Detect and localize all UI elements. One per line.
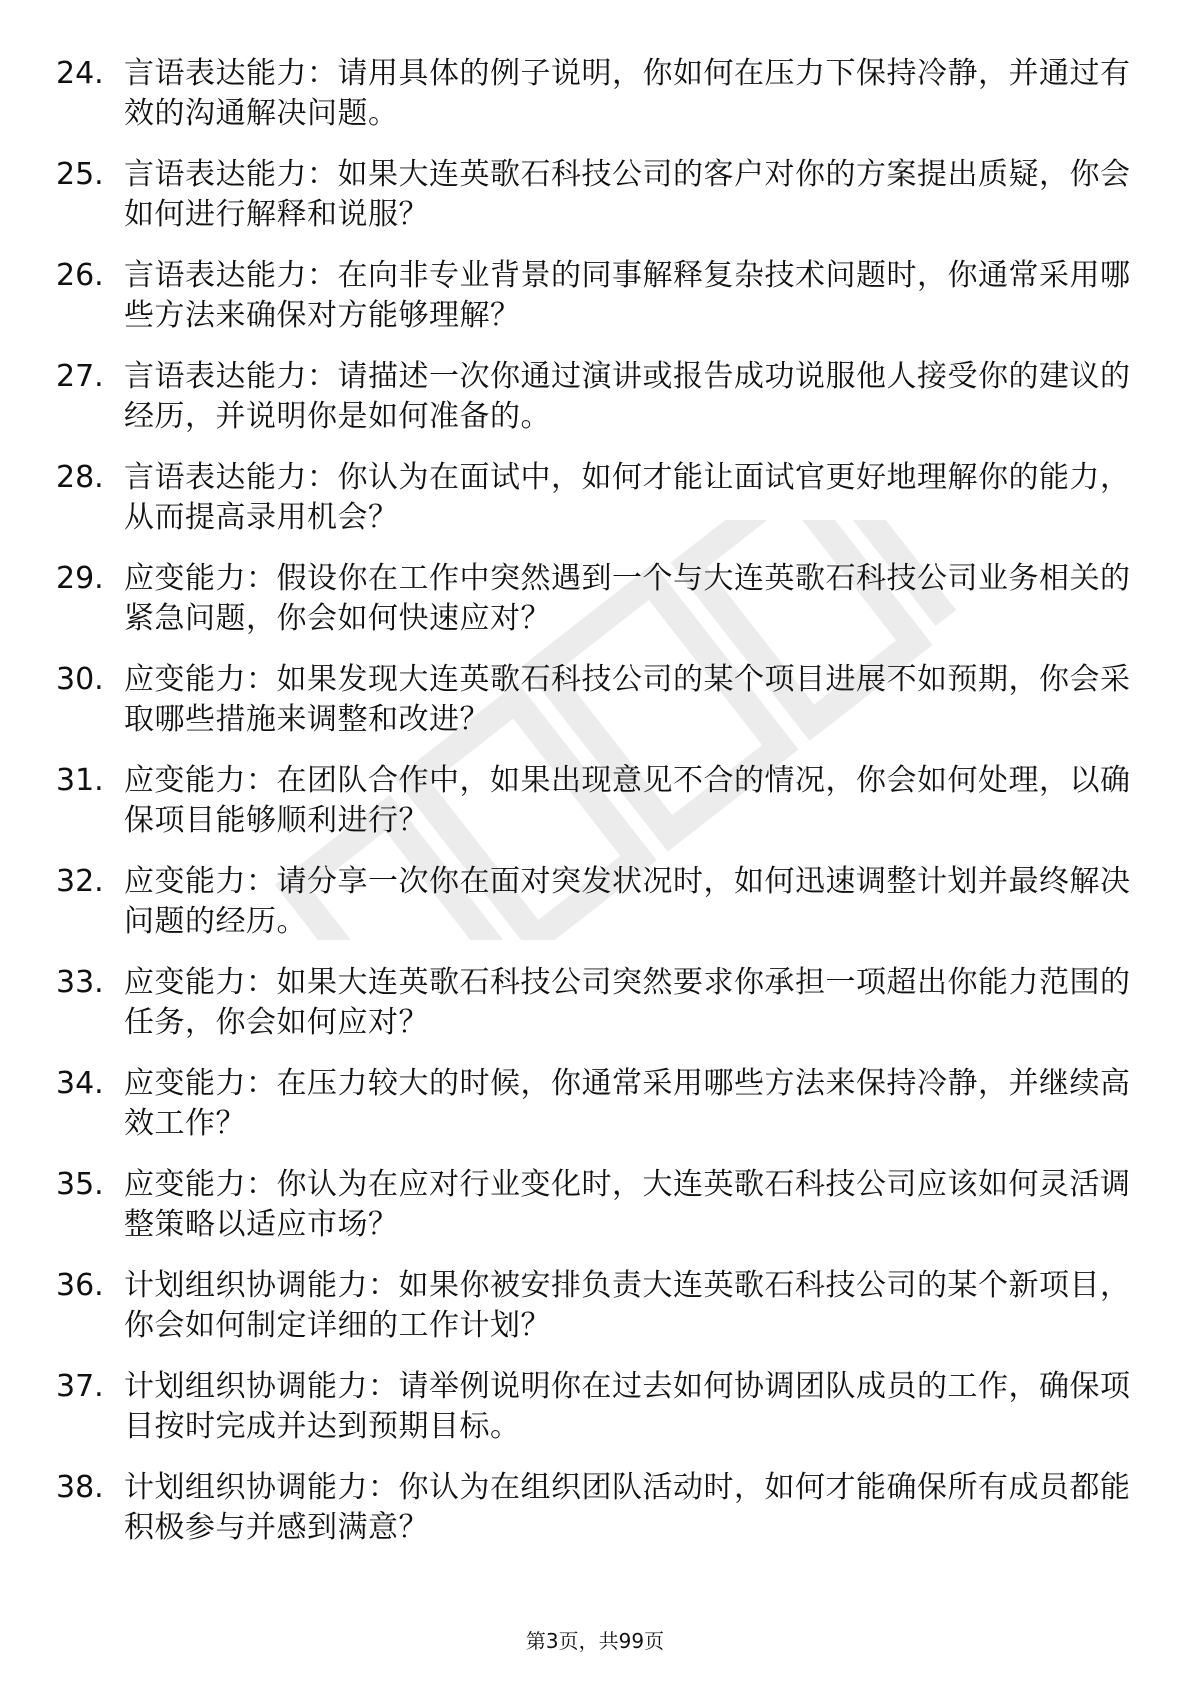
question-text: 言语表达能力：如果大连英歌石科技公司的客户对你的方案提出质疑，你会如何进行解释和说服？ xyxy=(124,157,1131,232)
question-item xyxy=(0,250,1190,351)
question-item xyxy=(0,1260,1190,1361)
question-text: 应变能力：假设你在工作中突然遇到一个与大连英歌石科技公司业务相关的紧急问题，你会如何快速应对？ xyxy=(124,561,1131,636)
question-number: 36. xyxy=(56,1268,104,1303)
question-number: 32. xyxy=(56,864,104,899)
question-text: 计划组织协调能力：你认为在组织团队活动时，如何才能确保所有成员都能积极参与并感到满意？ xyxy=(124,1470,1131,1545)
question-number: 29. xyxy=(56,561,104,596)
question-number: 26. xyxy=(56,258,104,293)
question-text: 应变能力：如果大连英歌石科技公司突然要求你承担一项超出你能力范围的任务，你会如何应对？ xyxy=(124,965,1131,1040)
question-item xyxy=(0,755,1190,856)
question-item xyxy=(0,856,1190,957)
question-text: 应变能力：在团队合作中，如果出现意见不合的情况，你会如何处理，以确保项目能够顺利进行？ xyxy=(124,763,1131,838)
question-item xyxy=(0,1058,1190,1159)
question-number: 33. xyxy=(56,965,104,1000)
question-text: 言语表达能力：请描述一次你通过演讲或报告成功说服他人接受你的建议的经历，并说明你是如何准备的。 xyxy=(124,359,1131,434)
question-number: 34. xyxy=(56,1066,104,1101)
question-item xyxy=(0,957,1190,1058)
question-number: 28. xyxy=(56,460,104,495)
question-number: 31. xyxy=(56,763,104,798)
question-number: 38. xyxy=(56,1470,104,1505)
page-footer: 第3页，共99页 xyxy=(525,1629,665,1653)
question-number: 25. xyxy=(56,157,104,192)
question-number: 30. xyxy=(56,662,104,697)
question-text: 应变能力：在压力较大的时候，你通常采用哪些方法来保持冷静，并继续高效工作？ xyxy=(124,1066,1131,1141)
question-number: 35. xyxy=(56,1167,104,1202)
question-item xyxy=(0,553,1190,654)
question-text: 计划组织协调能力：如果你被安排负责大连英歌石科技公司的某个新项目，你会如何制定详细的工作计划？ xyxy=(124,1268,1131,1343)
question-text: 言语表达能力：在向非专业背景的同事解释复杂技术问题时，你通常采用哪些方法来确保对方能够理解？ xyxy=(124,258,1131,333)
question-item xyxy=(0,351,1190,452)
question-text: 应变能力：如果发现大连英歌石科技公司的某个项目进展不如预期，你会采取哪些措施来调整和改进？ xyxy=(124,662,1131,737)
question-item xyxy=(0,654,1190,755)
question-number: 37. xyxy=(56,1369,104,1404)
question-text: 计划组织协调能力：请举例说明你在过去如何协调团队成员的工作，确保项目按时完成并达到预期目标。 xyxy=(124,1369,1131,1444)
question-item xyxy=(0,452,1190,553)
question-item xyxy=(0,149,1190,250)
question-number: 27. xyxy=(56,359,104,394)
question-text: 言语表达能力：请用具体的例子说明，你如何在压力下保持冷静，并通过有效的沟通解决问题。 xyxy=(124,56,1131,131)
question-item xyxy=(0,48,1190,149)
question-item xyxy=(0,1159,1190,1260)
question-text: 应变能力：请分享一次你在面对突发状况时，如何迅速调整计划并最终解决问题的经历。 xyxy=(124,864,1131,939)
question-number: 24. xyxy=(56,56,104,91)
question-text: 言语表达能力：你认为在面试中，如何才能让面试官更好地理解你的能力，从而提高录用机会？ xyxy=(124,460,1131,535)
question-text: 应变能力：你认为在应对行业变化时，大连英歌石科技公司应该如何灵活调整策略以适应市场？ xyxy=(124,1167,1131,1242)
question-item xyxy=(0,1462,1190,1563)
question-item xyxy=(0,1361,1190,1462)
question-list xyxy=(0,48,1190,1563)
